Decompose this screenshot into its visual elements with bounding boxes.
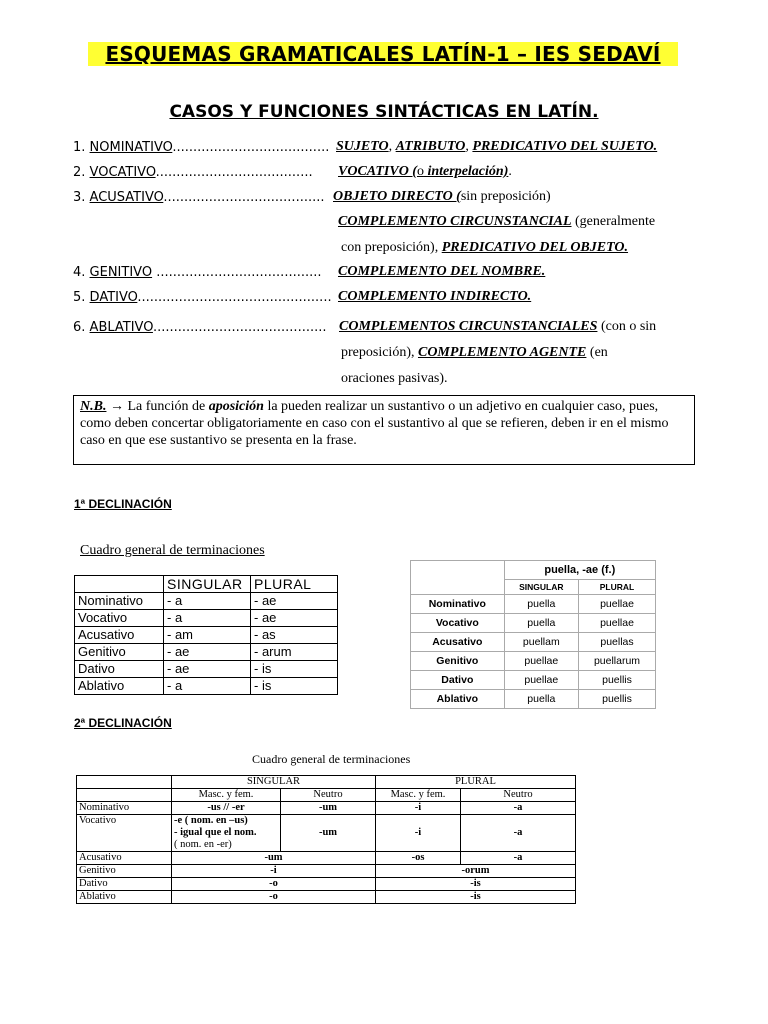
form-singular: puellam <box>504 633 578 652</box>
ending-sg: -i <box>172 865 376 878</box>
note-en: (en <box>586 345 608 360</box>
heading-2a-declinacion: 2ª DECLINACIÓN <box>74 716 172 730</box>
case-label: Vocativo <box>77 815 172 852</box>
example-noun-title: puella, -ae (f.) <box>504 561 655 580</box>
table-row <box>75 610 338 627</box>
form-plural: puellis <box>579 671 656 690</box>
vocative-rule-2: - igual que el nom. <box>174 827 257 838</box>
form-singular: puella <box>504 614 578 633</box>
functions-dativo <box>338 289 531 305</box>
table-row <box>77 815 576 852</box>
case-vocativo <box>73 165 313 180</box>
function-complemento-nombre: COMPLEMENTO DEL NOMBRE. <box>338 264 546 279</box>
form-plural: puellae <box>579 614 656 633</box>
ending-pl-masc-fem: -i <box>376 815 461 852</box>
ending-plural: - is <box>251 661 338 678</box>
ending-pl-neutro: -a <box>461 802 576 815</box>
ending-pl-neutro: -a <box>461 815 576 852</box>
ending-sg: -o <box>172 878 376 891</box>
empty-header-cell <box>77 776 172 789</box>
ending-pl-neutro: -a <box>461 852 576 865</box>
document-title: ESQUEMAS GRAMATICALES LATÍN-1 – IES SEDAVÍ <box>88 42 678 66</box>
function-vocativo: VOCATIVO ( <box>338 164 417 179</box>
table-row <box>75 627 338 644</box>
function-complemento-circunstancial: COMPLEMENTO CIRCUNSTANCIAL <box>338 214 572 229</box>
table-row <box>411 690 656 709</box>
case-label: Genitivo <box>77 865 172 878</box>
ending-sg-masc-fem <box>172 815 281 852</box>
case-label: Vocativo <box>411 614 505 633</box>
caption-terminaciones-1: Cuadro general de terminaciones <box>80 543 265 558</box>
function-atributo: ATRIBUTO <box>395 139 466 154</box>
functions-genitivo <box>338 264 545 280</box>
form-plural: puellae <box>579 595 656 614</box>
table-row <box>75 644 338 661</box>
case-number: 5. <box>73 290 90 305</box>
table-title-row <box>411 561 656 580</box>
heading-1a-declinacion: 1ª DECLINACIÓN <box>74 497 172 511</box>
empty-header-cell <box>75 576 164 593</box>
case-label: Ablativo <box>411 690 505 709</box>
ending-singular: - ae <box>164 644 251 661</box>
conjunction-o: o <box>416 164 424 179</box>
table-row <box>411 671 656 690</box>
separator: , <box>388 139 396 154</box>
case-name: VOCATIVO <box>89 165 156 180</box>
ending-plural: - ae <box>251 593 338 610</box>
case-number: 4. <box>73 265 90 280</box>
table-header-row <box>77 789 576 802</box>
nota-bene-box <box>73 395 695 465</box>
leader-dots: ............................................... <box>137 290 332 305</box>
function-complementos-circunstanciales: COMPLEMENTOS CIRCUNSTANCIALES <box>339 319 598 334</box>
case-name: ABLATIVO <box>89 320 153 335</box>
leader-dots: ...................................... <box>172 140 330 155</box>
function-interpelacion: interpelación) <box>423 164 509 179</box>
table-example-puella <box>410 560 656 709</box>
header-singular: SINGULAR <box>164 576 251 593</box>
note-con-o-sin: (con o sin <box>597 319 657 334</box>
functions-ablativo-line2 <box>341 345 608 361</box>
table-row <box>75 678 338 695</box>
form-plural: puellarum <box>579 652 656 671</box>
table-terminaciones-2a <box>76 775 576 904</box>
function-predicativo-objeto: PREDICATIVO DEL OBJETO. <box>441 240 629 255</box>
case-label: Acusativo <box>411 633 505 652</box>
separator: , <box>465 139 473 154</box>
form-plural: puellis <box>579 690 656 709</box>
header-plural: PLURAL <box>376 776 576 789</box>
case-label: Dativo <box>75 661 164 678</box>
case-label: Nominativo <box>411 595 505 614</box>
header-plural: PLURAL <box>579 580 656 595</box>
table-row <box>411 652 656 671</box>
table-header-row <box>77 776 576 789</box>
header-singular: SINGULAR <box>504 580 578 595</box>
header-neutro: Neutro <box>281 789 376 802</box>
leader-dots: ....................................... <box>163 190 325 205</box>
note-oraciones-pasivas: oraciones pasivas). <box>341 371 448 386</box>
case-label: Acusativo <box>75 627 164 644</box>
header-neutro: Neutro <box>461 789 576 802</box>
case-label: Acusativo <box>77 852 172 865</box>
form-singular: puellae <box>504 652 578 671</box>
table-row <box>77 891 576 904</box>
form-singular: puella <box>504 690 578 709</box>
ending-plural: - arum <box>251 644 338 661</box>
table-row <box>77 865 576 878</box>
case-label: Nominativo <box>75 593 164 610</box>
table-row <box>411 595 656 614</box>
case-name: DATIVO <box>89 290 138 305</box>
ending-plural: - is <box>251 678 338 695</box>
case-dativo <box>73 290 332 305</box>
note-sin-preposicion: sin preposición) <box>460 189 551 204</box>
section-title-cases: CASOS Y FUNCIONES SINTÁCTICAS EN LATÍN. <box>169 102 599 122</box>
ending-sg-neutro: -um <box>281 802 376 815</box>
case-label: Nominativo <box>77 802 172 815</box>
ending-singular: - a <box>164 678 251 695</box>
function-sujeto: SUJETO <box>336 139 389 154</box>
header-masc-fem: Masc. y fem. <box>376 789 461 802</box>
table-row <box>77 802 576 815</box>
header-plural: PLURAL <box>251 576 338 593</box>
ending-sg-neutro: -um <box>281 815 376 852</box>
table-header-row <box>75 576 338 593</box>
functions-vocativo <box>338 164 512 180</box>
nb-text: la pueden realizar un sustantivo o un adjetivo en cualquier caso, pues, como deben concertar obligatoriamente en caso con el sustantivo al que se refieren, deben ir en el mismo caso en que ese sustantivo se presenta en la frase. <box>80 399 669 448</box>
ending-sg: -o <box>172 891 376 904</box>
case-name: NOMINATIVO <box>89 140 173 155</box>
case-label: Dativo <box>411 671 505 690</box>
nb-label: N.B. <box>80 399 107 414</box>
case-label: Genitivo <box>411 652 505 671</box>
ending-pl-masc-fem: -os <box>376 852 461 865</box>
ending-plural: - ae <box>251 610 338 627</box>
ending-pl-masc-fem: -i <box>376 802 461 815</box>
case-name: GENITIVO <box>89 265 153 280</box>
case-label: Ablativo <box>75 678 164 695</box>
caption-terminaciones-2: Cuadro general de terminaciones <box>252 752 411 766</box>
case-name: ACUSATIVO <box>89 190 164 205</box>
case-label: Vocativo <box>75 610 164 627</box>
form-plural: puellas <box>579 633 656 652</box>
functions-acusativo-line1 <box>333 189 551 205</box>
form-singular: puella <box>504 595 578 614</box>
ending-pl: -is <box>376 878 576 891</box>
functions-ablativo-line1 <box>339 319 656 335</box>
header-singular: SINGULAR <box>172 776 376 789</box>
case-acusativo <box>73 190 325 205</box>
case-label: Genitivo <box>75 644 164 661</box>
case-label: Ablativo <box>77 891 172 904</box>
function-objeto-directo: OBJETO DIRECTO ( <box>333 189 461 204</box>
ending-sg-masc-fem: -us // -er <box>172 802 281 815</box>
note-generalmente: (generalmente <box>571 214 656 229</box>
table-row <box>77 852 576 865</box>
ending-singular: - a <box>164 610 251 627</box>
ending-singular: - ae <box>164 661 251 678</box>
nb-text: La función de <box>123 399 209 414</box>
note-con-preposicion: con preposición), <box>341 240 442 255</box>
leader-dots: ...................................... <box>155 165 313 180</box>
header-masc-fem: Masc. y fem. <box>172 789 281 802</box>
table-row <box>411 614 656 633</box>
case-number: 3. <box>73 190 90 205</box>
arrow-right-icon: → <box>109 399 124 414</box>
functions-acusativo-line2 <box>338 214 655 230</box>
vocative-rule-3: ( nom. en -er) <box>174 839 232 850</box>
empty-header-cell <box>77 789 172 802</box>
case-number: 6. <box>73 320 90 335</box>
ending-pl: -is <box>376 891 576 904</box>
function-complemento-indirecto: COMPLEMENTO INDIRECTO. <box>338 289 532 304</box>
case-label: Dativo <box>77 878 172 891</box>
form-singular: puellae <box>504 671 578 690</box>
case-number: 1. <box>73 140 90 155</box>
ending-singular: - am <box>164 627 251 644</box>
case-number: 2. <box>73 165 90 180</box>
ending-singular: - a <box>164 593 251 610</box>
ending-plural: - as <box>251 627 338 644</box>
table-row <box>411 633 656 652</box>
leader-dots: ........................................ <box>152 265 322 280</box>
vocative-rule-1: -e ( nom. en –us) <box>174 815 248 826</box>
period: . <box>508 164 512 179</box>
case-nominativo <box>73 140 329 155</box>
function-predicativo-sujeto: PREDICATIVO DEL SUJETO. <box>472 139 658 154</box>
case-genitivo <box>73 265 322 280</box>
ending-pl: -orum <box>376 865 576 878</box>
ending-sg: -um <box>172 852 376 865</box>
nb-aposicion: aposición <box>208 399 264 414</box>
function-complemento-agente: COMPLEMENTO AGENTE <box>417 345 587 360</box>
table-row <box>75 593 338 610</box>
functions-nominativo <box>336 139 657 155</box>
note-preposicion: preposición), <box>341 345 418 360</box>
functions-acusativo-line3 <box>341 240 628 256</box>
table-row <box>75 661 338 678</box>
leader-dots: .......................................... <box>152 320 327 335</box>
functions-ablativo-line3 <box>341 371 448 387</box>
table-terminaciones-1a <box>74 575 338 695</box>
case-ablativo <box>73 320 327 335</box>
table-row <box>77 878 576 891</box>
empty-header-cell <box>411 561 505 595</box>
